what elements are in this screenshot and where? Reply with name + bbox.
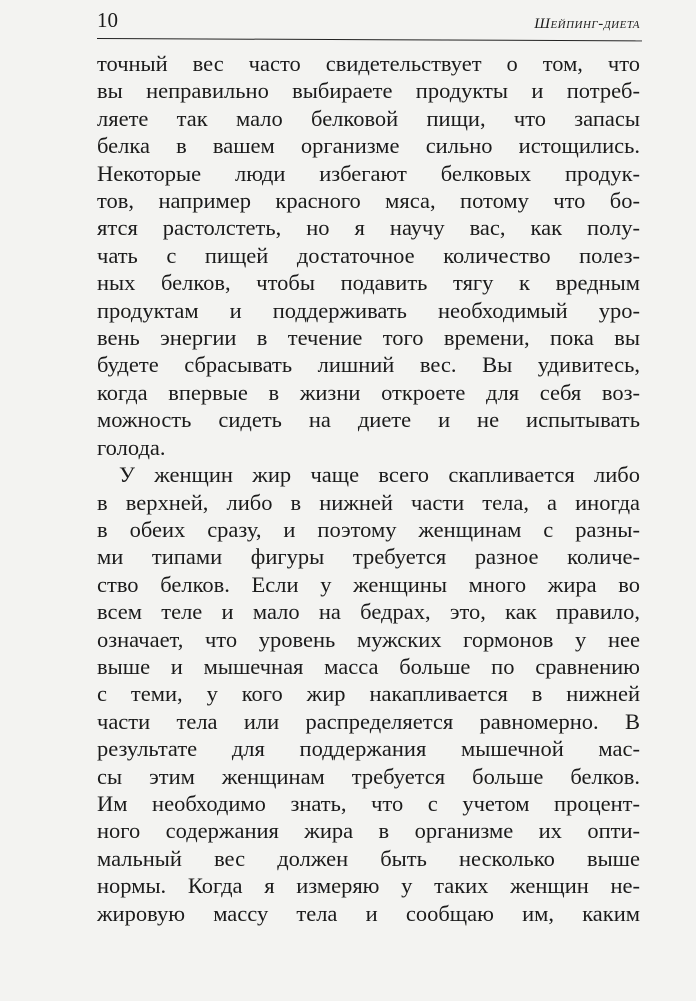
running-title: Шейпинг-диета — [534, 16, 640, 32]
header-rule — [97, 38, 642, 41]
text-line: ство белков. Если у женщины много жира во — [97, 571, 640, 597]
text-line: вы неправильно выбираете продукты и потреб- — [97, 78, 640, 104]
text-line: тов, например красного мяса, потому что бо- — [97, 188, 640, 214]
paragraph — [97, 50, 640, 461]
text-line: результате для поддержания мышечной мас- — [97, 736, 640, 762]
text-line: выше и мышечная масса больше по сравнению — [97, 653, 640, 679]
text-line: будете сбрасывать лишний вес. Вы удивитесь, — [97, 352, 640, 378]
page-body — [97, 50, 640, 927]
page-number: 10 — [97, 8, 118, 32]
text-line: мальный вес должен быть несколько выше — [97, 845, 640, 871]
text-line: У женщин жир чаще всего скапливается либо — [119, 462, 640, 488]
text-line: ятся растолстеть, но я научу вас, как полу- — [97, 215, 640, 241]
text-line: ных белков, чтобы подавить тягу к вредным — [97, 270, 640, 296]
text-line: всем теле и мало на бедрах, это, как правило, — [97, 599, 640, 625]
text-line: нормы. Когда я измеряю у таких женщин не- — [97, 873, 640, 899]
text-line: в верхней, либо в нижней части тела, а иногда — [97, 489, 640, 515]
text-line: жировую массу тела и сообщаю им, каким — [97, 900, 640, 926]
text-line: ляете так мало белковой пищи, что запасы — [97, 105, 640, 131]
text-line: голода. — [97, 434, 166, 460]
text-line: части тела или распределяется равномерно. В — [97, 708, 640, 734]
text-line: сы этим женщинам требуется больше белков. — [97, 763, 640, 789]
text-line: в обеих сразу, и поэтому женщинам с разны- — [97, 516, 640, 542]
text-line: продуктам и поддерживать необходимый уро- — [97, 297, 640, 323]
text-line: Некоторые люди избегают белковых продук- — [97, 160, 640, 186]
paragraph — [97, 461, 640, 927]
text-line: ми типами фигуры требуется разное количе- — [97, 544, 640, 570]
text-line: с теми, у кого жир накапливается в нижней — [97, 681, 640, 707]
text-line: Им необходимо знать, что с учетом процент- — [97, 790, 640, 816]
text-line: чать с пищей достаточное количество полез- — [97, 242, 640, 268]
text-line: означает, что уровень мужских гормонов у нее — [97, 626, 640, 652]
text-line: ного содержания жира в организме их опти- — [97, 818, 640, 844]
text-line: точный вес часто свидетельствует о том, что — [97, 51, 640, 76]
text-line: вень энергии в течение того времени, пока вы — [97, 325, 640, 351]
text-line: когда впервые в жизни откроете для себя воз- — [97, 379, 640, 405]
text-line: можность сидеть на диете и не испытывать — [97, 407, 640, 433]
text-line: белка в вашем организме сильно истощились. — [97, 133, 640, 159]
